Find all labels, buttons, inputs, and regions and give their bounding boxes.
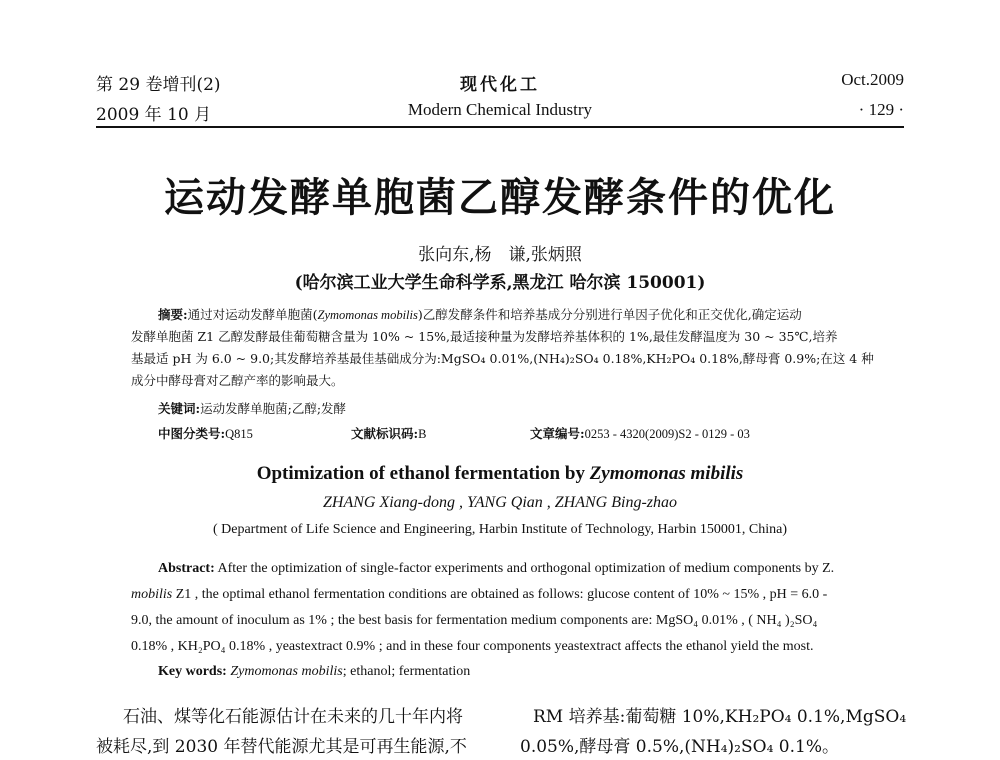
affiliation-cn: (哈尔滨工业大学生命科学系,黑龙江 哈尔滨 150001) bbox=[294, 273, 706, 293]
journal-name-en: Modern Chemical Industry bbox=[407, 100, 593, 119]
journal-name-cn: 现代化工 bbox=[460, 75, 540, 95]
abstract-en-line: mobilis Z1 , the optimal ethanol fermentation conditions are obtained as follows: glucose content of 10% ~ 15% , pH = 6.0 - bbox=[131, 587, 828, 602]
abstract-cn-line: 基最适 pH 为 6.0 ~ 9.0;其发酵培养基最佳基础成分为:MgSO₄ 0.01%,(NH₄)₂SO₄ 0.18%,KH₂PO₄ 0.18%,酵母膏 0.9%;在这 4 种 bbox=[131, 351, 874, 366]
document-code: 文献标识码:B bbox=[351, 426, 427, 441]
abstract-cn-label: 摘要: bbox=[158, 307, 188, 322]
paper-title-en: Optimization of ethanol fermentation by Zymomonas mibilis bbox=[256, 463, 744, 484]
journal-date-cn: 2009 年 10 月 bbox=[96, 105, 212, 125]
affiliation-en: ( Department of Life Science and Engineering, Harbin Institute of Technology, Harbin 150001, China) bbox=[212, 522, 788, 537]
journal-date-en: Oct.2009 bbox=[841, 70, 904, 89]
body-right-line: RM 培养基:葡萄糖 10%,KH₂PO₄ 0.1%,MgSO₄ bbox=[533, 707, 907, 727]
body-left-line: 被耗尽,到 2030 年替代能源尤其是可再生能源,不 bbox=[96, 737, 467, 757]
body-right-line: 0.05%,酵母膏 0.5%,(NH₄)₂SO₄ 0.1%。 bbox=[520, 737, 839, 757]
clc-number: 中图分类号:Q815 bbox=[158, 426, 253, 441]
abstract-en-line: 0.18% , KH₂PO₄ 0.18% , yeastextract 0.9% ; and in these four components yeastextract affects the ethanol yield the most. bbox=[131, 639, 814, 654]
abstract-en-line: Abstract: After the optimization of single-factor experiments and orthogonal optimization of medium components by Z. bbox=[158, 561, 835, 576]
authors-en: ZHANG Xiang-dong , YANG Qian , ZHANG Bing-zhao bbox=[322, 494, 677, 511]
article-number: 文章编号:0253 - 4320(2009)S2 - 0129 - 03 bbox=[530, 426, 750, 441]
page-number: · 129 · bbox=[858, 100, 904, 119]
journal-volume: 第 29 卷增刊(2) bbox=[96, 75, 221, 95]
paper-title-cn: 运动发酵单胞菌乙醇发酵条件的优化 bbox=[164, 175, 836, 221]
abstract-en-line: 9.0, the amount of inoculum as 1% ; the best basis for fermentation medium components are: MgSO₄ 0.01% , ( NH₄ )₂SO₄ bbox=[131, 613, 818, 628]
header-rule bbox=[96, 126, 904, 128]
keywords-cn: 关键词:运动发酵单胞菌;乙醇;发酵 bbox=[158, 401, 347, 416]
abstract-cn-line: 成分中酵母膏对乙醇产率的影响最大。 bbox=[131, 373, 344, 388]
keywords-cn-label: 关键词: bbox=[158, 401, 201, 416]
body-left-line: 石油、煤等化石能源估计在未来的几十年内将 bbox=[123, 707, 463, 727]
abstract-cn-line: 发酵单胞菌 Z1 乙醇发酵最佳葡萄糖含量为 10% ~ 15%,最适接种量为发酵培养基体积的 1%,最佳发酵温度为 30 ~ 35℃,培养 bbox=[131, 329, 838, 344]
keywords-en-label: Key words: bbox=[158, 664, 227, 679]
keywords-en: Key words: Zymomonas mobilis; ethanol; fermentation bbox=[158, 664, 471, 679]
species-name: Zymomonas mobilis bbox=[317, 308, 418, 322]
title-species: Zymomonas mibilis bbox=[589, 463, 744, 484]
abstract-cn-line: 摘要:通过对运动发酵单胞菌(Zymomonas mobilis)乙醇发酵条件和培养基成分分别进行单因子优化和正交优化,确定运动 bbox=[158, 307, 802, 322]
authors-cn: 张向东,杨 谦,张炳照 bbox=[418, 245, 582, 265]
abstract-en-label: Abstract: bbox=[158, 561, 215, 576]
